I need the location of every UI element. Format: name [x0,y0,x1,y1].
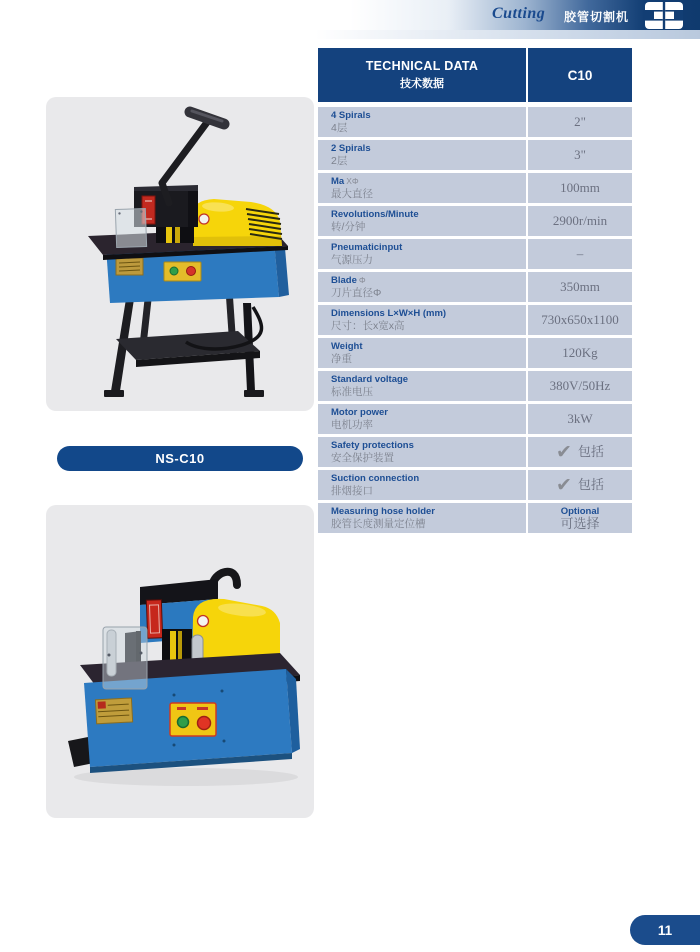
spec-label-zh: 2层 [331,155,348,167]
spec-value-cell [528,338,632,368]
spec-row [318,437,632,467]
spec-value-cell [528,140,632,170]
spec-label-cell [318,206,526,236]
spec-row [318,338,632,368]
spec-row [318,404,632,434]
spec-value-cell [528,239,632,269]
spec-value-cell [528,272,632,302]
spec-label-zh: 胶管长度测量定位槽 [331,518,426,530]
spec-label-en: Suction connection [331,473,420,484]
spec-label-en-suffix: Φ [358,275,366,285]
header-title-en: Cutting [492,5,546,22]
spec-row [318,272,632,302]
spec-value: – [576,246,584,261]
product-photo-full-machine [46,97,314,411]
spec-value-cell [528,437,632,467]
spec-value: 730x650x1100 [541,312,619,327]
spec-label-en: Measuring hose holder [331,506,435,517]
spec-value: 3" [574,147,586,162]
spec-label-zh: 刀片直径Φ [331,287,382,299]
spec-label-en: Weight [331,341,363,352]
check-icon: ✔ [556,474,572,496]
spec-label-en: Pneumaticinput [331,242,403,253]
spec-value: 包括 [577,444,604,459]
spec-row [318,305,632,335]
spec-value: 100mm [560,180,600,195]
spec-value-cell [528,470,632,500]
spec-label-zh: 安全保护装置 [331,452,394,464]
spec-label-en: Revolutions/Minute [331,209,419,220]
spec-label-cell [318,338,526,368]
spec-label-zh: 排烟接口 [331,485,373,497]
spec-value: 包括 [577,477,604,492]
machine-closeup-illustration [46,505,314,818]
spec-value-cell [528,503,632,533]
spec-label-en: Dimensions L×W×H (mm) [331,308,447,319]
spec-label-zh: 标准电压 [331,386,373,398]
check-icon: ✔ [556,441,572,463]
spec-label-zh: 转/分钟 [331,221,366,233]
spec-row [318,470,632,500]
header-title-zh: 胶管切割机 [564,10,630,24]
spec-value-cell [528,371,632,401]
table-header-title-cell [318,48,526,102]
spec-label-cell [318,305,526,335]
spec-label-cell [318,503,526,533]
table-title-zh: 技术数据 [400,78,444,90]
spec-value-en: Optional [560,505,600,517]
spec-label-en: 2 Spirals [331,143,371,154]
spec-value: 3kW [567,411,593,426]
page-number-tab: 11 [630,915,700,945]
table-header-row [318,48,632,102]
spec-label-zh: 电机功率 [331,419,373,431]
spec-label-zh: 最大直径 [331,188,373,200]
spec-value: 2900r/min [552,213,608,228]
brand-logo-icon [645,2,683,29]
header-bar-fade [0,30,700,39]
spec-label-cell [318,437,526,467]
spec-row [318,503,632,533]
spec-label-en: Safety protections [331,440,414,451]
spec-label-en: Standard voltage [331,374,409,385]
spec-value: 2" [574,114,586,129]
spec-label-cell [318,470,526,500]
spec-row [318,173,632,203]
spec-label-zh: 尺寸：长x宽x高 [331,320,405,332]
spec-label-cell [318,173,526,203]
spec-label-en-suffix: ΧΦ [346,176,359,186]
spec-value: 350mm [560,279,600,294]
spec-label-zh: 净重 [331,353,352,365]
spec-label-en: Ma ΧΦ [331,176,359,187]
spec-value: 120Kg [562,345,598,360]
spec-label-cell [318,272,526,302]
technical-data-table [318,48,632,536]
spec-value-cell [528,206,632,236]
spec-row [318,206,632,236]
spec-row [318,239,632,269]
table-model-cell: C10 [528,48,632,102]
spec-label-cell [318,404,526,434]
spec-value: 380V/50Hz [549,378,611,393]
spec-label-en: 4 Spirals [331,110,371,121]
spec-rows [318,107,632,533]
spec-label-en: Blade Φ [331,275,366,286]
spec-row [318,140,632,170]
machine-with-stand-illustration [46,97,314,411]
spec-value-cell [528,305,632,335]
spec-value: 可选择 [560,515,600,531]
spec-label-cell [318,239,526,269]
spec-label-zh: 气源压力 [331,254,373,266]
spec-label-cell [318,107,526,137]
spec-label-zh: 4层 [331,122,348,134]
spec-row [318,107,632,137]
spec-label-cell [318,140,526,170]
spec-row [318,371,632,401]
model-label-pill: NS-C10 [57,446,303,471]
spec-value-cell [528,173,632,203]
table-title-en: TECHNICAL DATA [365,59,479,73]
spec-label-cell [318,371,526,401]
product-photo-closeup [46,505,314,818]
spec-label-en: Motor power [331,407,388,418]
spec-value-cell [528,404,632,434]
spec-value-cell [528,107,632,137]
